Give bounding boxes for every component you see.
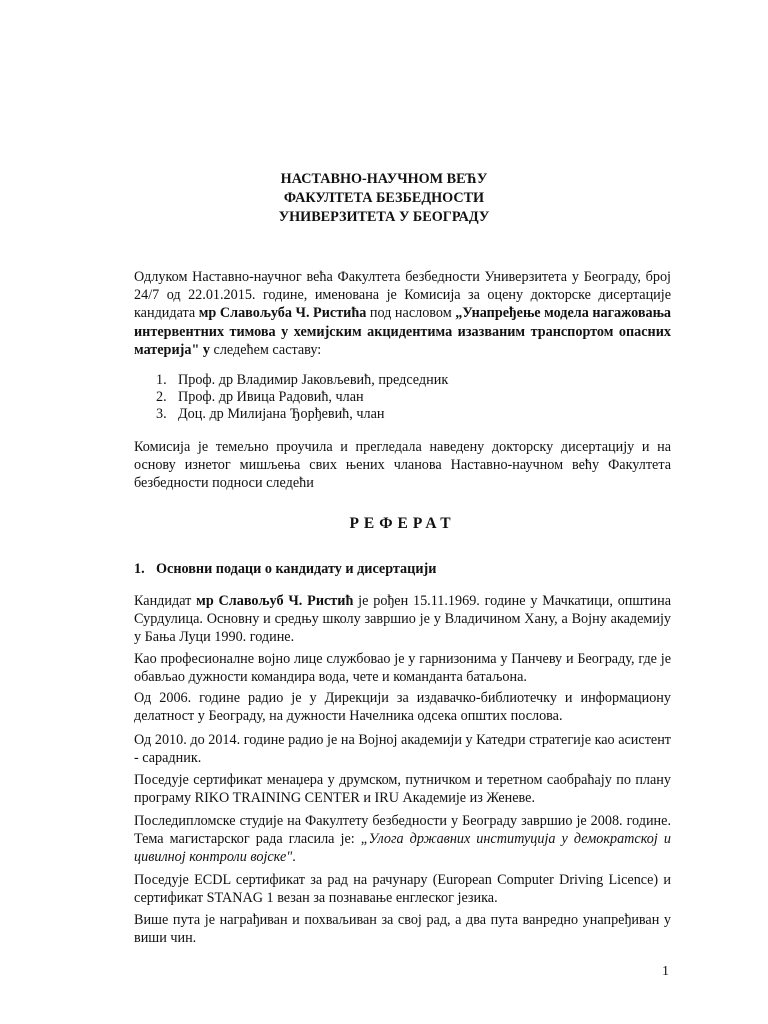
section-heading: 1. Основни подаци о кандидату и дисертацији bbox=[134, 561, 437, 577]
thesis-title: „Унапређење модела нагажовања интервентних тимова у хемијским акцидентима изазваним транспортом опасних материја" у bbox=[134, 305, 671, 358]
intro-text-3: следећем саставу: bbox=[209, 341, 322, 358]
bio-paragraph-8: Више пута је награђиван и похваљиван за свој рад, а два пута ванредно унапређиван у виши чин. bbox=[134, 912, 671, 947]
commission-members bbox=[134, 372, 671, 423]
page-number: 1 bbox=[662, 964, 669, 979]
candidate-name: мр Славољуба Ч. Ристића bbox=[198, 305, 367, 322]
commission-paragraph: Комисија је темељно проучила и прегледала наведену докторску дисертацију и на основу изнетог мишљења свих њених чланова Наставно-научном већу Факултета безбедности подноси следећи bbox=[134, 439, 671, 492]
bio-paragraph-4: Од 2010. до 2014. године радио је на Војној академији у Катедри стратегије као асистент - сарадник. bbox=[134, 732, 671, 767]
intro-text-2: под насловом bbox=[366, 305, 456, 322]
heading-line-2: ФАКУЛТЕТА БЕЗБЕДНОСТИ bbox=[283, 190, 485, 206]
bio-paragraph-2: Као професионалне војно лице службовао је у гарнизонима у Панчеву и Београду, где је обављао дужности командира вода, чете и команданта батаљона. bbox=[134, 651, 671, 686]
intro-text-1: Одлуком Наставно-научног већа Факултета безбедности Универзитета у Београду, број 24/7 од 22.01.2015. године, именована је Комисија за оцену докторске дисертације кандидата bbox=[134, 269, 671, 322]
addressee-heading bbox=[0, 170, 768, 227]
list-item: 3. Доц. др Милијана Ђорђевић, члан bbox=[156, 406, 385, 422]
bio-paragraph-5: Поседује сертификат менаџера у друмском, путничком и теретном саобраћају по плану програму RIKO TRAINING CENTER и IRU Академије из Женеве. bbox=[134, 772, 671, 807]
intro-paragraph bbox=[134, 268, 671, 359]
heading-line-3: УНИВЕРЗИТЕТА У БЕОГРАДУ bbox=[278, 209, 490, 225]
report-title: РЕФЕРАТ bbox=[349, 515, 456, 532]
bio-paragraph-6: Последипломске студије на Факултету безбедности у Београду завршио је 2008. године. Тема магистарског рада гласила је: „Улога државних институција у демократској и цивилној контроли војске". bbox=[134, 813, 671, 866]
candidate-name-bio: мр Славољуб Ч. Ристић bbox=[196, 593, 354, 609]
bio-paragraph-7: Поседује ECDL сертификат за рад на рачунару (European Computer Driving Licence) и сертификат STANAG 1 везан за познавање енглеског језика. bbox=[134, 872, 671, 907]
list-item: 2. Проф. др Ивица Радовић, члан bbox=[156, 389, 364, 405]
list-item: 1. Проф. др Владимир Јаковљевић, председник bbox=[156, 372, 449, 388]
heading-line-1: НАСТАВНО-НАУЧНОМ ВЕЋУ bbox=[280, 171, 488, 187]
bio-paragraph-3: Од 2006. године радио је у Дирекцији за издавачко-библиотечку и информациону делатност у Београду, на дужности Начелника одсека општих послова. bbox=[134, 690, 671, 725]
master-thesis-title: „Улога државних институција у демократској и цивилној контроли војске" bbox=[134, 831, 671, 866]
bio-paragraph-1: Кандидат мр Славољуб Ч. Ристић је рођен 15.11.1969. године у Мачкатици, општина Сурдулица. Основну и средњу школу завршио је у Владичином Хану, а Војну академију у Бања Луци 1990. године. bbox=[134, 593, 671, 646]
